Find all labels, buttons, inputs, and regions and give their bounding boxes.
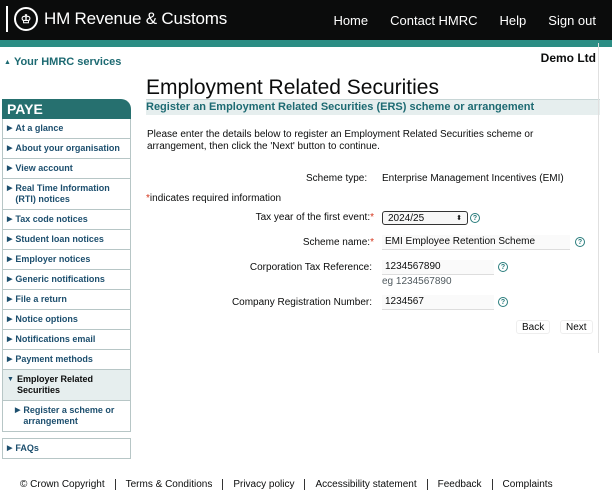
sidebar-item-label: Generic notifications: [15, 274, 105, 284]
scheme-name-label-text: Scheme name:: [302, 237, 371, 248]
organisation-name: Demo Ltd: [540, 51, 596, 65]
tax-year-label: [256, 212, 374, 223]
triangle-right-icon: ▶: [7, 125, 13, 132]
help-icon[interactable]: ?: [470, 213, 480, 223]
triangle-right-icon: ▶: [7, 145, 13, 152]
sidebar-item-tax-code-notices[interactable]: [2, 210, 131, 230]
triangle-right-icon: ▶: [7, 276, 13, 283]
sidebar-item-payment-methods[interactable]: [2, 350, 131, 370]
sidebar-item-employer-notices[interactable]: [2, 250, 131, 270]
required-star: *: [370, 212, 374, 223]
section-heading: Register an Employment Related Securities (ERS) scheme or arrangement: [146, 101, 535, 113]
footer-privacy-link[interactable]: Privacy policy: [222, 479, 304, 490]
required-star: *: [146, 193, 150, 204]
intro-text: Please enter the details below to register an Employment Related Securities scheme or arrangement, then click the 'Next' button to continue.: [147, 129, 534, 152]
hmrc-logo[interactable]: [6, 6, 227, 32]
nav-contact-hmrc[interactable]: Contact HMRC: [390, 13, 478, 28]
triangle-down-icon: ▼: [7, 376, 14, 383]
sidebar-item-label: Tax code notices: [15, 214, 88, 224]
tax-year-label-text: Tax year of the first event:: [255, 212, 371, 223]
sidebar-item-view-account[interactable]: [2, 159, 131, 179]
sidebar-item-rti-notices[interactable]: [2, 179, 131, 210]
crn-value: 1234567: [385, 296, 424, 307]
ct-ref-hint: eg 1234567890: [382, 276, 452, 287]
footer-copyright: © Crown Copyright: [20, 479, 105, 490]
triangle-right-icon: ▶: [7, 445, 13, 452]
triangle-right-icon: ▶: [7, 185, 13, 192]
nav-help[interactable]: Help: [499, 13, 527, 28]
footer-accessibility-link[interactable]: Accessibility statement: [304, 479, 426, 490]
sidebar-item-label: Real Time Information (RTI) notices: [15, 183, 110, 204]
scheme-type-label: Scheme type:: [306, 173, 368, 184]
required-star: *: [370, 237, 374, 248]
footer-feedback-link[interactable]: Feedback: [427, 479, 492, 490]
sidebar-item-generic-notifications[interactable]: [2, 270, 131, 290]
nav-sign-out[interactable]: Sign out: [548, 13, 596, 28]
sidebar-item-student-loan-notices[interactable]: [2, 230, 131, 250]
sidebar-item-label: File a return: [15, 294, 67, 304]
triangle-right-icon: ▶: [15, 407, 21, 414]
next-button[interactable]: Next: [560, 320, 593, 334]
sidebar-item-label: Student loan notices: [15, 234, 104, 244]
scheme-type-value: Enterprise Management Incentives (EMI): [382, 173, 564, 184]
crn-input[interactable]: [382, 295, 494, 310]
footer-complaints-link[interactable]: Complaints: [492, 479, 563, 490]
nav-home[interactable]: Home: [333, 13, 369, 28]
sidebar-item-label: Employer notices: [15, 254, 91, 264]
sidebar-item-label: About your organisation: [15, 143, 120, 153]
header-bar: [0, 0, 612, 40]
triangle-right-icon: ▶: [7, 336, 13, 343]
triangle-right-icon: ▶: [7, 356, 13, 363]
sidebar-item-label: Notice options: [15, 314, 78, 324]
triangle-right-icon: ▶: [7, 316, 13, 323]
top-navigation: [333, 13, 596, 28]
scheme-name-label: [303, 237, 374, 248]
tax-year-select[interactable]: [382, 211, 468, 225]
footer: [20, 479, 563, 490]
sidebar-item-label: Payment methods: [15, 354, 93, 364]
sidebar-item-label: Employer Related Securities: [16, 374, 93, 395]
triangle-right-icon: ▶: [7, 296, 13, 303]
sidebar-item-file-a-return[interactable]: [2, 290, 131, 310]
sidebar-item-faqs[interactable]: [2, 438, 131, 459]
triangle-right-icon: ▶: [7, 236, 13, 243]
sidebar-item-register-scheme[interactable]: [2, 401, 131, 432]
help-icon[interactable]: ?: [575, 237, 585, 247]
required-note-text: indicates required information: [149, 193, 282, 204]
scheme-name-input[interactable]: [382, 235, 570, 250]
sidebar: [2, 99, 131, 459]
sidebar-item-label: Register a scheme or arrangement: [23, 405, 115, 426]
header-accent-strip: [0, 40, 612, 47]
sidebar-item-label: Notifications email: [15, 334, 96, 344]
triangle-up-icon: ▲: [4, 58, 11, 66]
crn-label: Company Registration Number:: [231, 297, 372, 308]
page-title: Employment Related Securities: [146, 76, 439, 99]
sidebar-item-employer-related-securities[interactable]: [2, 370, 131, 401]
help-icon[interactable]: ?: [498, 262, 508, 272]
services-link-label: Your HMRC services: [13, 56, 122, 68]
sidebar-heading: PAYE: [2, 99, 131, 119]
tax-year-selected-value: 2024/25: [388, 212, 425, 224]
ct-ref-input[interactable]: [382, 260, 494, 275]
ct-ref-value: 1234567890: [385, 261, 441, 272]
content-divider: [598, 43, 599, 353]
sidebar-item-notice-options[interactable]: [2, 310, 131, 330]
logo-divider: [6, 6, 8, 32]
sidebar-item-notifications-email[interactable]: [2, 330, 131, 350]
sidebar-item-label: FAQs: [15, 443, 39, 453]
sidebar-item-label: At a glance: [15, 123, 64, 133]
help-icon[interactable]: ?: [498, 297, 508, 307]
sidebar-item-at-a-glance[interactable]: [2, 119, 131, 139]
sidebar-item-about-organisation[interactable]: [2, 139, 131, 159]
your-hmrc-services-link[interactable]: [4, 56, 121, 68]
select-arrows-icon: ⬍: [456, 215, 462, 222]
ct-ref-label: Corporation Tax Reference:: [249, 262, 372, 273]
back-button[interactable]: Back: [516, 320, 550, 334]
triangle-right-icon: ▶: [7, 165, 13, 172]
triangle-right-icon: ▶: [7, 216, 13, 223]
scheme-name-value: EMI Employee Retention Scheme: [385, 236, 536, 247]
required-note: [146, 193, 281, 204]
triangle-right-icon: ▶: [7, 256, 13, 263]
sidebar-item-label: View account: [15, 163, 73, 173]
footer-terms-link[interactable]: Terms & Conditions: [115, 479, 223, 490]
crown-crest-icon: ♔: [14, 7, 38, 31]
section-heading-bar: [146, 99, 600, 115]
logo-text: HM Revenue & Customs: [44, 9, 228, 28]
